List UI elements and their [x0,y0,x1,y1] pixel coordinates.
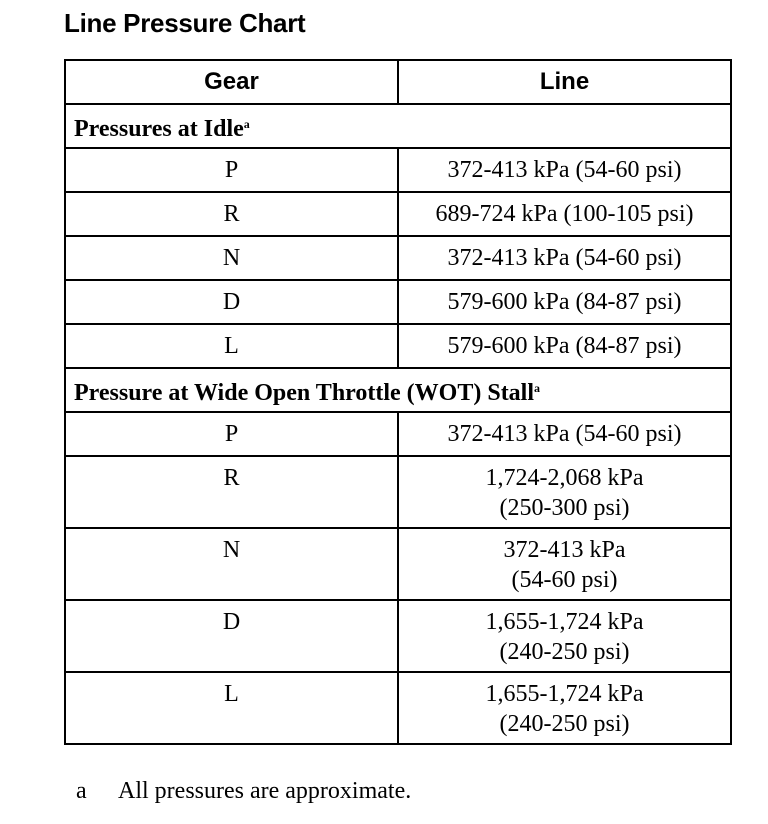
table-row [65,236,731,280]
table-row [65,324,731,368]
table-row [65,192,731,236]
line-pressure-table [64,59,732,745]
table-row [65,600,731,672]
line-value-kpa: 1,655-1,724 kPa [485,609,644,635]
line-value-psi: (250-300 psi) [499,495,630,521]
line-cell: 372-413 kPa (54-60 psi) [398,148,731,192]
footnote-mark: a [76,778,87,804]
page-title: Line Pressure Chart [64,8,306,38]
line-cell [398,456,731,528]
gear-cell: P [65,148,398,192]
section-title: Pressures at Idle [74,115,244,142]
section-row-idle [65,104,731,148]
table-row [65,672,731,744]
header-line: Line [398,60,731,104]
line-value-kpa: 1,655-1,724 kPa [485,681,644,707]
gear-cell: P [65,412,398,456]
line-cell: 372-413 kPa (54-60 psi) [398,412,731,456]
line-cell: 579-600 kPa (84-87 psi) [398,280,731,324]
gear-cell: N [65,236,398,280]
line-cell: 689-724 kPa (100-105 psi) [398,192,731,236]
line-value-psi: (54-60 psi) [511,567,618,593]
footnote [76,778,411,805]
gear-cell: R [65,456,398,528]
gear-cell: D [65,600,398,672]
section-title: Pressure at Wide Open Throttle (WOT) Stall [74,379,535,406]
line-cell [398,600,731,672]
line-value-psi: (240-250 psi) [499,639,630,665]
line-value-kpa: 372-413 kPa [503,537,626,563]
section-label-wot-stall [65,368,731,412]
line-value-psi: (240-250 psi) [499,711,630,737]
table-header-row [65,60,731,104]
line-cell: 579-600 kPa (84-87 psi) [398,324,731,368]
gear-cell: L [65,324,398,368]
line-cell [398,672,731,744]
line-cell [398,528,731,600]
gear-cell: R [65,192,398,236]
table-row [65,412,731,456]
table-row [65,456,731,528]
table-row [65,280,731,324]
gear-cell: N [65,528,398,600]
table-row [65,528,731,600]
section-label-idle [65,104,731,148]
gear-cell: L [65,672,398,744]
line-cell: 372-413 kPa (54-60 psi) [398,236,731,280]
table-row [65,148,731,192]
line-value-kpa: 1,724-2,068 kPa [485,465,644,491]
section-row-wot-stall [65,368,731,412]
footnote-ref: a [534,380,541,395]
gear-cell: D [65,280,398,324]
header-gear: Gear [65,60,398,104]
footnote-ref: a [243,116,250,131]
footnote-text: All pressures are approximate. [118,778,412,804]
